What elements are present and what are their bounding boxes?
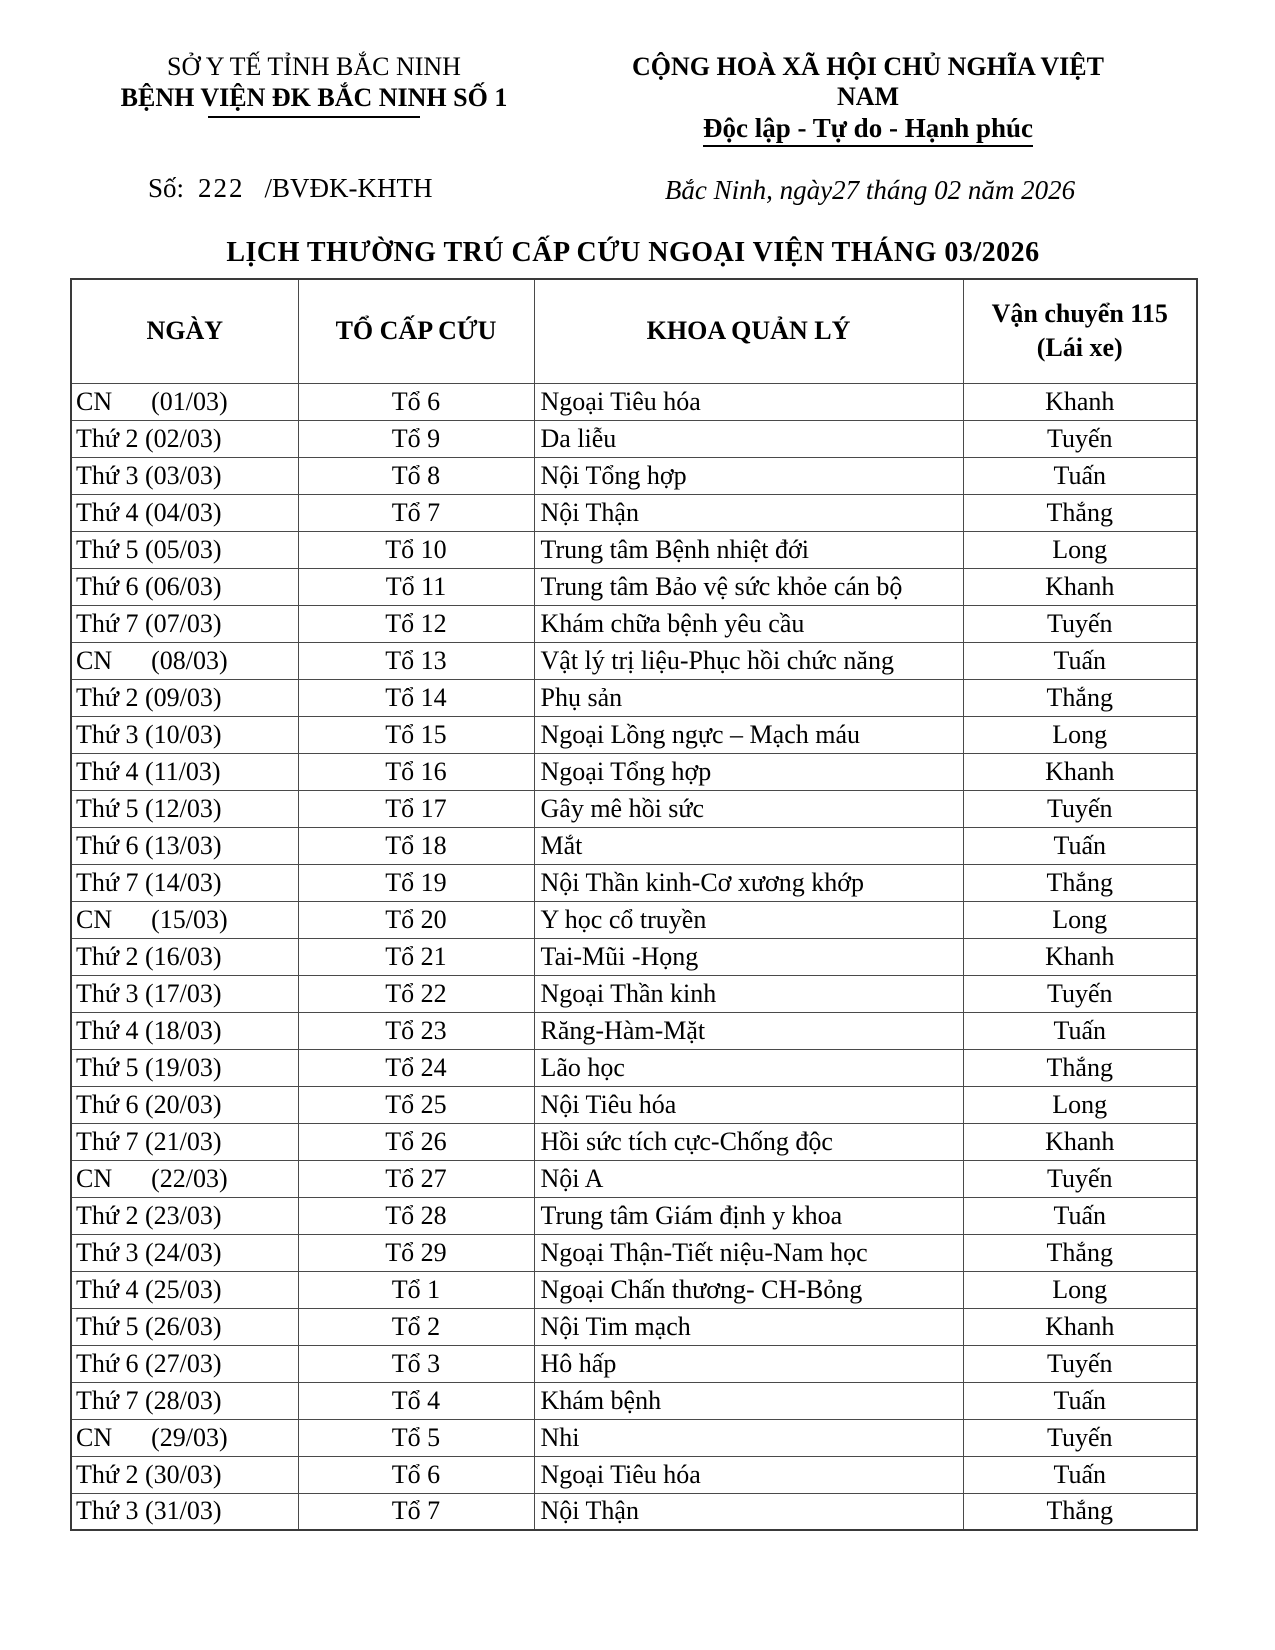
team-cell: Tổ 6 bbox=[298, 383, 534, 420]
department-cell: Lão học bbox=[534, 1049, 963, 1086]
department-cell: Nội Thận bbox=[534, 1493, 963, 1530]
department-cell: Nội Tổng hợp bbox=[534, 457, 963, 494]
driver-cell: Tuấn bbox=[963, 1012, 1197, 1049]
day-cell: CN (15/03) bbox=[71, 901, 298, 938]
department-cell: Nội A bbox=[534, 1160, 963, 1197]
letterhead-national-block bbox=[598, 52, 1138, 147]
table-row bbox=[71, 827, 1197, 864]
table-row bbox=[71, 531, 1197, 568]
driver-cell: Tuấn bbox=[963, 1197, 1197, 1234]
department-cell: Khám bệnh bbox=[534, 1382, 963, 1419]
day-cell: Thứ 3 (03/03) bbox=[71, 457, 298, 494]
day-cell: Thứ 4 (11/03) bbox=[71, 753, 298, 790]
table-row bbox=[71, 1234, 1197, 1271]
table-row bbox=[71, 1493, 1197, 1530]
team-cell: Tổ 21 bbox=[298, 938, 534, 975]
department-cell: Hô hấp bbox=[534, 1345, 963, 1382]
table-row bbox=[71, 1086, 1197, 1123]
day-cell: Thứ 2 (30/03) bbox=[71, 1456, 298, 1493]
department-cell: Ngoại Lồng ngực – Mạch máu bbox=[534, 716, 963, 753]
day-cell: Thứ 2 (02/03) bbox=[71, 420, 298, 457]
table-row bbox=[71, 753, 1197, 790]
team-cell: Tổ 28 bbox=[298, 1197, 534, 1234]
day-cell: CN (08/03) bbox=[71, 642, 298, 679]
column-header-department: KHOA QUẢN LÝ bbox=[534, 279, 963, 383]
team-cell: Tổ 12 bbox=[298, 605, 534, 642]
team-cell: Tổ 13 bbox=[298, 642, 534, 679]
team-cell: Tổ 1 bbox=[298, 1271, 534, 1308]
issuer-underline-rule bbox=[208, 116, 420, 118]
driver-cell: Long bbox=[963, 531, 1197, 568]
driver-cell: Thắng bbox=[963, 1234, 1197, 1271]
day-cell: Thứ 5 (12/03) bbox=[71, 790, 298, 827]
day-cell: Thứ 4 (04/03) bbox=[71, 494, 298, 531]
table-row bbox=[71, 790, 1197, 827]
driver-cell: Tuấn bbox=[963, 457, 1197, 494]
team-cell: Tổ 26 bbox=[298, 1123, 534, 1160]
department-cell: Khám chữa bệnh yêu cầu bbox=[534, 605, 963, 642]
driver-cell: Long bbox=[963, 1271, 1197, 1308]
team-cell: Tổ 9 bbox=[298, 420, 534, 457]
national-motto-line2 bbox=[598, 112, 1138, 147]
driver-cell: Tuyến bbox=[963, 975, 1197, 1012]
team-cell: Tổ 23 bbox=[298, 1012, 534, 1049]
table-row bbox=[71, 1308, 1197, 1345]
department-cell: Nội Thần kinh-Cơ xương khớp bbox=[534, 864, 963, 901]
table-row bbox=[71, 938, 1197, 975]
department-cell: Ngoại Thận-Tiết niệu-Nam học bbox=[534, 1234, 963, 1271]
table-row bbox=[71, 457, 1197, 494]
table-row bbox=[71, 1197, 1197, 1234]
day-cell: Thứ 2 (09/03) bbox=[71, 679, 298, 716]
table-row bbox=[71, 1049, 1197, 1086]
table-row bbox=[71, 1123, 1197, 1160]
column-header-transport-line1: Vận chuyển 115 bbox=[991, 299, 1168, 329]
document-title: LỊCH THƯỜNG TRÚ CẤP CỨU NGOẠI VIỆN THÁNG 03/2026 bbox=[226, 237, 1040, 268]
department-cell: Ngoại Thần kinh bbox=[534, 975, 963, 1012]
table-row bbox=[71, 1160, 1197, 1197]
day-cell: Thứ 5 (19/03) bbox=[71, 1049, 298, 1086]
driver-cell: Tuyến bbox=[963, 420, 1197, 457]
team-cell: Tổ 7 bbox=[298, 1493, 534, 1530]
day-cell: Thứ 6 (27/03) bbox=[71, 1345, 298, 1382]
driver-cell: Thắng bbox=[963, 1049, 1197, 1086]
national-motto-underlined-text: Độc lập - Tự do - Hạnh phúc bbox=[703, 112, 1033, 147]
day-cell: Thứ 3 (24/03) bbox=[71, 1234, 298, 1271]
day-cell: Thứ 3 (10/03) bbox=[71, 716, 298, 753]
driver-cell: Tuấn bbox=[963, 827, 1197, 864]
table-row bbox=[71, 975, 1197, 1012]
reference-number bbox=[148, 173, 433, 204]
schedule-body bbox=[71, 383, 1197, 1530]
driver-cell: Tuấn bbox=[963, 1382, 1197, 1419]
department-cell: Da liễu bbox=[534, 420, 963, 457]
department-cell: Hồi sức tích cực-Chống độc bbox=[534, 1123, 963, 1160]
department-cell: Ngoại Tiêu hóa bbox=[534, 1456, 963, 1493]
team-cell: Tổ 17 bbox=[298, 790, 534, 827]
day-cell: Thứ 5 (26/03) bbox=[71, 1308, 298, 1345]
department-cell: Gây mê hồi sức bbox=[534, 790, 963, 827]
department-cell: Ngoại Chấn thương- CH-Bỏng bbox=[534, 1271, 963, 1308]
table-row bbox=[71, 716, 1197, 753]
team-cell: Tổ 6 bbox=[298, 1456, 534, 1493]
driver-cell: Thắng bbox=[963, 1493, 1197, 1530]
table-row bbox=[71, 383, 1197, 420]
reference-number-label: Số: bbox=[148, 173, 185, 203]
day-cell: Thứ 7 (28/03) bbox=[71, 1382, 298, 1419]
issuer-hospital-name: BỆNH VIỆN ĐK BẮC NINH SỐ 1 bbox=[120, 83, 508, 112]
table-row bbox=[71, 605, 1197, 642]
department-cell: Phụ sản bbox=[534, 679, 963, 716]
day-cell: Thứ 3 (31/03) bbox=[71, 1493, 298, 1530]
driver-cell: Tuyến bbox=[963, 1345, 1197, 1382]
department-cell: Răng-Hàm-Mặt bbox=[534, 1012, 963, 1049]
department-cell: Vật lý trị liệu-Phục hồi chức năng bbox=[534, 642, 963, 679]
driver-cell: Tuyến bbox=[963, 605, 1197, 642]
team-cell: Tổ 19 bbox=[298, 864, 534, 901]
national-motto-line1: CỘNG HOÀ XÃ HỘI CHỦ NGHĨA VIỆT NAM bbox=[632, 52, 1104, 111]
team-cell: Tổ 14 bbox=[298, 679, 534, 716]
column-header-day: NGÀY bbox=[71, 279, 298, 383]
department-cell: Nội Thận bbox=[534, 494, 963, 531]
issuer-parent-org: SỞ Y TẾ TỈNH BẮC NINH bbox=[167, 52, 461, 81]
department-cell: Trung tâm Giám định y khoa bbox=[534, 1197, 963, 1234]
team-cell: Tổ 15 bbox=[298, 716, 534, 753]
team-cell: Tổ 27 bbox=[298, 1160, 534, 1197]
place-and-date: Bắc Ninh, ngày27 tháng 02 năm 2026 bbox=[664, 175, 1076, 205]
department-cell: Y học cổ truyền bbox=[534, 901, 963, 938]
driver-cell: Khanh bbox=[963, 568, 1197, 605]
table-row bbox=[71, 642, 1197, 679]
department-cell: Trung tâm Bảo vệ sức khỏe cán bộ bbox=[534, 568, 963, 605]
day-cell: Thứ 6 (13/03) bbox=[71, 827, 298, 864]
column-header-team: TỔ CẤP CỨU bbox=[298, 279, 534, 383]
day-cell: Thứ 2 (16/03) bbox=[71, 938, 298, 975]
day-cell: Thứ 7 (21/03) bbox=[71, 1123, 298, 1160]
day-cell: Thứ 4 (25/03) bbox=[71, 1271, 298, 1308]
document-meta-row bbox=[0, 173, 1275, 215]
day-cell: Thứ 5 (05/03) bbox=[71, 531, 298, 568]
day-cell: CN (01/03) bbox=[71, 383, 298, 420]
department-cell: Ngoại Tổng hợp bbox=[534, 753, 963, 790]
team-cell: Tổ 29 bbox=[298, 1234, 534, 1271]
table-header-row bbox=[71, 279, 1197, 383]
table-header bbox=[71, 279, 1197, 383]
driver-cell: Tuấn bbox=[963, 1456, 1197, 1493]
driver-cell: Thắng bbox=[963, 864, 1197, 901]
driver-cell: Long bbox=[963, 1086, 1197, 1123]
table-row bbox=[71, 1345, 1197, 1382]
department-cell: Nội Tim mạch bbox=[534, 1308, 963, 1345]
driver-cell: Thắng bbox=[963, 679, 1197, 716]
day-cell: Thứ 6 (06/03) bbox=[71, 568, 298, 605]
team-cell: Tổ 4 bbox=[298, 1382, 534, 1419]
day-cell: Thứ 7 (14/03) bbox=[71, 864, 298, 901]
table-row bbox=[71, 679, 1197, 716]
department-cell: Ngoại Tiêu hóa bbox=[534, 383, 963, 420]
team-cell: Tổ 2 bbox=[298, 1308, 534, 1345]
department-cell: Nội Tiêu hóa bbox=[534, 1086, 963, 1123]
driver-cell: Tuyến bbox=[963, 1160, 1197, 1197]
department-cell: Nhi bbox=[534, 1419, 963, 1456]
letterhead-issuer-block bbox=[88, 52, 540, 147]
reference-number-value: 222 bbox=[198, 173, 245, 203]
team-cell: Tổ 24 bbox=[298, 1049, 534, 1086]
table-row bbox=[71, 1012, 1197, 1049]
duty-schedule-table bbox=[70, 278, 1198, 1531]
day-cell: CN (29/03) bbox=[71, 1419, 298, 1456]
table-row bbox=[71, 568, 1197, 605]
team-cell: Tổ 11 bbox=[298, 568, 534, 605]
team-cell: Tổ 22 bbox=[298, 975, 534, 1012]
team-cell: Tổ 10 bbox=[298, 531, 534, 568]
department-cell: Mắt bbox=[534, 827, 963, 864]
letterhead bbox=[0, 0, 1275, 147]
driver-cell: Long bbox=[963, 901, 1197, 938]
department-cell: Tai-Mũi -Họng bbox=[534, 938, 963, 975]
driver-cell: Thắng bbox=[963, 494, 1197, 531]
driver-cell: Tuấn bbox=[963, 642, 1197, 679]
day-cell: Thứ 4 (18/03) bbox=[71, 1012, 298, 1049]
column-header-transport-line2: (Lái xe) bbox=[1036, 333, 1123, 363]
day-cell: Thứ 3 (17/03) bbox=[71, 975, 298, 1012]
table-row bbox=[71, 494, 1197, 531]
driver-cell: Khanh bbox=[963, 383, 1197, 420]
table-row bbox=[71, 1271, 1197, 1308]
team-cell: Tổ 25 bbox=[298, 1086, 534, 1123]
table-row bbox=[71, 1419, 1197, 1456]
team-cell: Tổ 8 bbox=[298, 457, 534, 494]
driver-cell: Tuyến bbox=[963, 790, 1197, 827]
reference-number-suffix: /BVĐK-KHTH bbox=[264, 173, 433, 203]
driver-cell: Khanh bbox=[963, 938, 1197, 975]
table-row bbox=[71, 864, 1197, 901]
table-row bbox=[71, 1382, 1197, 1419]
department-cell: Trung tâm Bệnh nhiệt đới bbox=[534, 531, 963, 568]
team-cell: Tổ 3 bbox=[298, 1345, 534, 1382]
team-cell: Tổ 5 bbox=[298, 1419, 534, 1456]
team-cell: Tổ 20 bbox=[298, 901, 534, 938]
team-cell: Tổ 18 bbox=[298, 827, 534, 864]
table-row bbox=[71, 901, 1197, 938]
driver-cell: Khanh bbox=[963, 753, 1197, 790]
table-row bbox=[71, 1456, 1197, 1493]
day-cell: CN (22/03) bbox=[71, 1160, 298, 1197]
day-cell: Thứ 6 (20/03) bbox=[71, 1086, 298, 1123]
driver-cell: Khanh bbox=[963, 1123, 1197, 1160]
driver-cell: Long bbox=[963, 716, 1197, 753]
table-row bbox=[71, 420, 1197, 457]
team-cell: Tổ 7 bbox=[298, 494, 534, 531]
column-header-transport bbox=[963, 279, 1197, 383]
team-cell: Tổ 16 bbox=[298, 753, 534, 790]
driver-cell: Khanh bbox=[963, 1308, 1197, 1345]
driver-cell: Tuyến bbox=[963, 1419, 1197, 1456]
day-cell: Thứ 7 (07/03) bbox=[71, 605, 298, 642]
day-cell: Thứ 2 (23/03) bbox=[71, 1197, 298, 1234]
